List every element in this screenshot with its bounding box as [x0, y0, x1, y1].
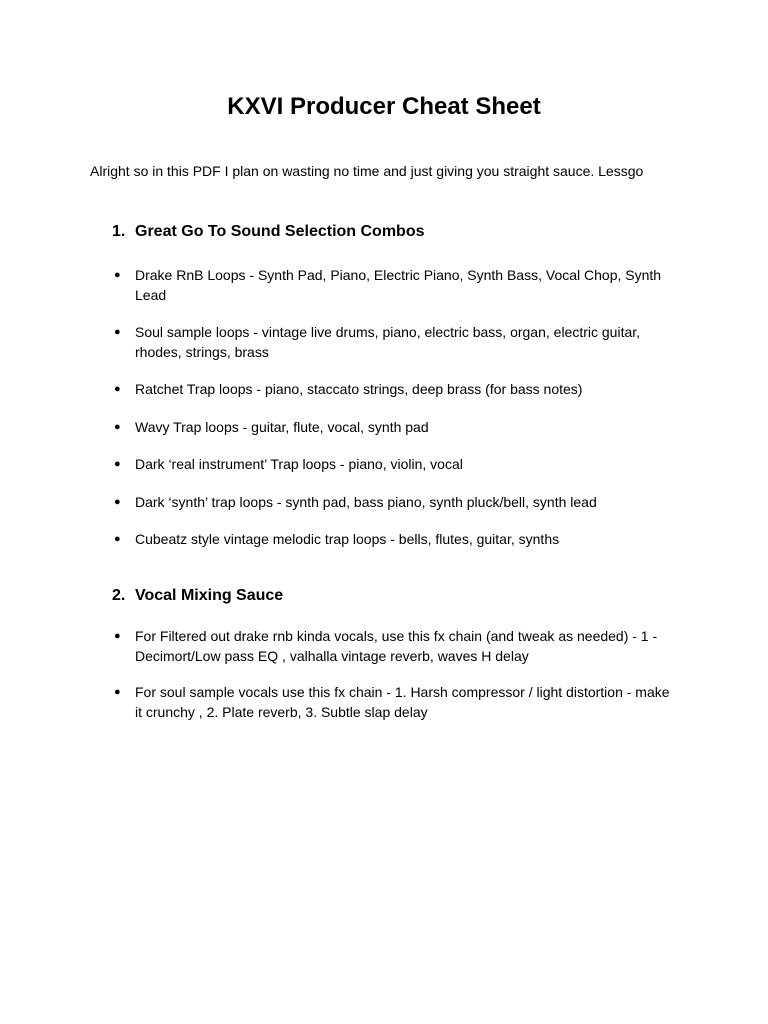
list-item	[112, 323, 677, 362]
list-item	[112, 530, 677, 550]
list-item-text: Cubeatz style vintage melodic trap loops - bells, flutes, guitar, synths	[135, 531, 560, 547]
section-number: 1.	[112, 223, 126, 240]
section-number: 2.	[112, 587, 126, 604]
list-item-text: For soul sample vocals use this fx chain - 1. Harsh compressor / light distortion - make it crunchy , 2. Plate reverb, 3. Subtle slap delay	[135, 684, 670, 720]
list-item-text: Ratchet Trap loops - piano, staccato strings, deep brass (for bass notes)	[135, 381, 583, 397]
bullet-icon: ●	[114, 458, 121, 470]
bullet-icon: ●	[114, 326, 121, 338]
list-item	[112, 418, 677, 438]
list-item	[112, 266, 677, 305]
bullet-icon: ●	[114, 269, 121, 281]
section-heading-vocal-mixing	[112, 586, 283, 606]
list-item-text: Soul sample loops - vintage live drums, piano, electric bass, organ, electric guitar, rhodes, strings, brass	[135, 324, 641, 360]
list-item-text: Wavy Trap loops - guitar, flute, vocal, synth pad	[135, 418, 429, 435]
bullet-icon: ●	[114, 533, 121, 545]
list-item-text: For Filtered out drake rnb kinda vocals, use this fx chain (and tweak as needed) - 1 - Decimort/Low pass EQ , valhalla vintage reverb, waves H delay	[135, 628, 658, 664]
bullet-icon: ●	[114, 495, 121, 508]
bullet-icon: ●	[114, 420, 121, 433]
list-item	[112, 380, 677, 400]
section-title: Great Go To Sound Selection Combos	[135, 223, 425, 240]
intro-paragraph: Alright so in this PDF I plan on wasting no time and just giving you straight sauce. Lessgo	[90, 163, 644, 179]
list-item-text: Dark ‘real instrument’ Trap loops - piano, violin, vocal	[135, 456, 463, 472]
section-title: Vocal Mixing Sauce	[135, 587, 284, 604]
list-item	[112, 493, 677, 513]
list-item	[112, 683, 677, 722]
page-title: KXVI Producer Cheat Sheet	[227, 93, 541, 120]
list-item	[112, 627, 677, 666]
bullet-icon: ●	[114, 686, 121, 698]
bullet-icon: ●	[114, 383, 121, 395]
list-item	[112, 455, 677, 475]
list-item-text: Drake RnB Loops - Synth Pad, Piano, Electric Piano, Synth Bass, Vocal Chop, Synth Lead	[135, 267, 662, 303]
section-heading-sound-selection	[112, 222, 425, 242]
vocal-mixing-list	[112, 627, 677, 722]
sound-selection-list	[112, 266, 677, 550]
bullet-icon: ●	[114, 630, 121, 642]
list-item-text: Dark ‘synth’ trap loops - synth pad, bass piano, synth pluck/bell, synth lead	[135, 493, 597, 510]
